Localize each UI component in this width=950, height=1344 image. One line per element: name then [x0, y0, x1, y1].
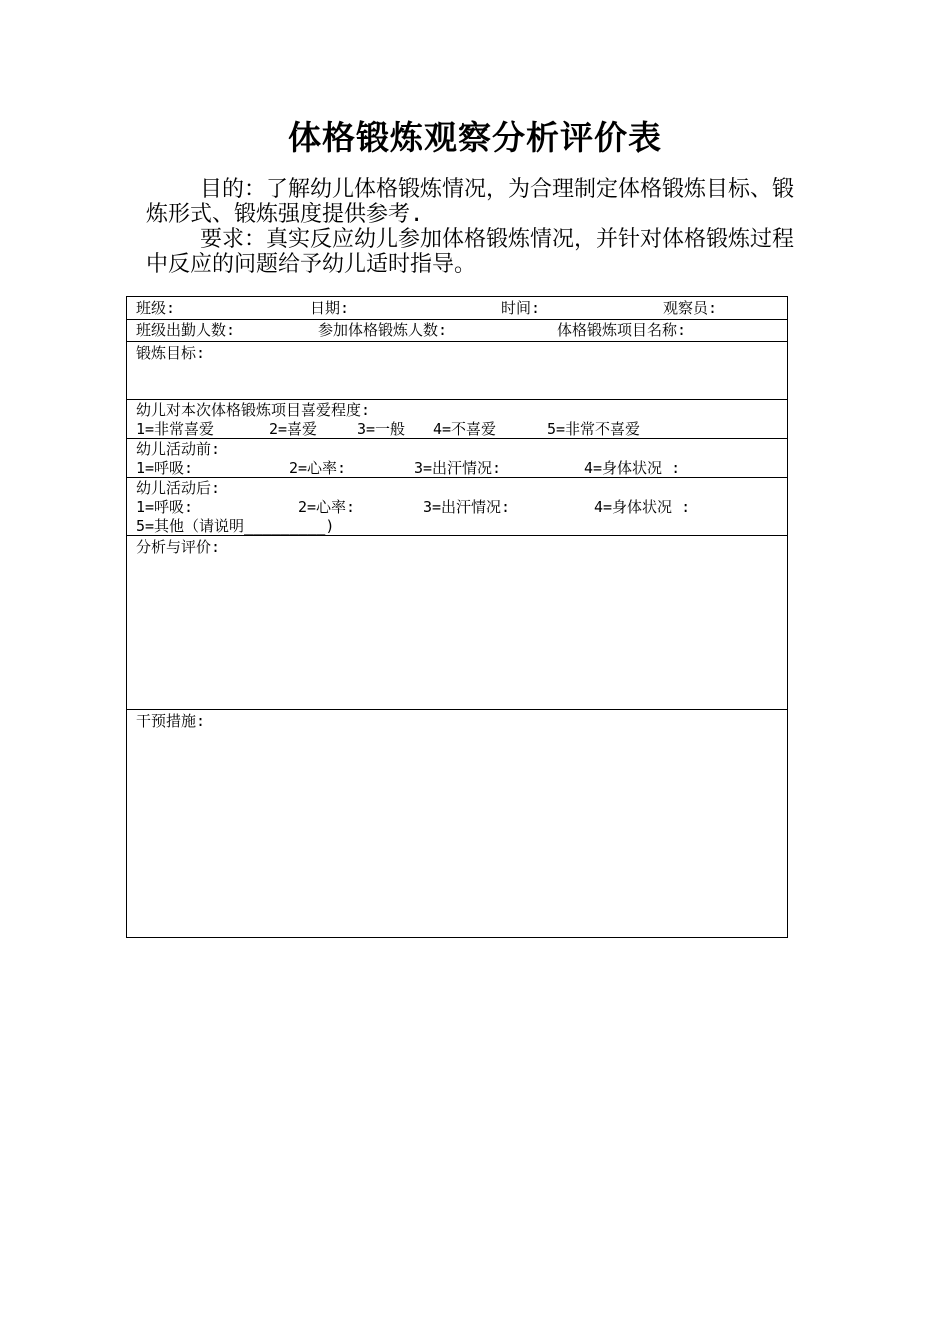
form-row-intervention[interactable]	[127, 710, 787, 937]
preference-option[interactable]: 5=非常不喜爱	[547, 420, 641, 438]
page-title: 体格锻炼观察分析评价表	[288, 118, 662, 157]
preference-label: 幼儿对本次体格锻炼项目喜爱程度:	[136, 401, 371, 419]
intro-section	[146, 177, 810, 277]
after-heartrate-field[interactable]: 2=心率:	[298, 498, 356, 516]
form-row-attendance	[127, 320, 787, 342]
time-field[interactable]: 时间:	[501, 299, 541, 317]
after-label: 幼儿活动后:	[136, 479, 221, 497]
analysis-label: 分析与评价:	[136, 538, 221, 556]
purpose-text: 目的：了解幼儿体格锻炼情况，为合理制定体格锻炼目标、锻炼形式、锻炼强度提供参考.	[146, 177, 795, 227]
intervention-label: 干预措施:	[136, 712, 206, 730]
form-row-goal[interactable]	[127, 342, 787, 400]
after-breath-field[interactable]: 1=呼吸:	[136, 498, 194, 516]
before-breath-field[interactable]: 1=呼吸:	[136, 459, 194, 477]
preference-option[interactable]: 1=非常喜爱	[136, 420, 215, 438]
form-row-basic-info	[127, 297, 787, 320]
goal-label: 锻炼目标:	[136, 344, 206, 362]
before-condition-field[interactable]: 4=身体状况 :	[584, 459, 681, 477]
requirement-text: 要求：真实反应幼儿参加体格锻炼情况，并针对体格锻炼过程中反应的问题给予幼儿适时指导。	[146, 227, 795, 277]
attendance-field[interactable]: 班级出勤人数:	[136, 321, 236, 339]
form-row-after-activity	[127, 478, 787, 536]
before-sweat-field[interactable]: 3=出汗情况:	[414, 459, 502, 477]
preference-option[interactable]: 4=不喜爱	[433, 420, 497, 438]
preference-option[interactable]: 3=一般	[357, 420, 406, 438]
class-field[interactable]: 班级:	[136, 299, 176, 317]
project-name-field[interactable]: 体格锻炼项目名称:	[557, 321, 687, 339]
form-row-preference	[127, 400, 787, 439]
after-other-field[interactable]: 5=其他（请说明_________)	[136, 517, 335, 535]
date-field[interactable]: 日期:	[310, 299, 350, 317]
before-heartrate-field[interactable]: 2=心率:	[289, 459, 347, 477]
after-condition-field[interactable]: 4=身体状况 :	[594, 498, 691, 516]
after-sweat-field[interactable]: 3=出汗情况:	[423, 498, 511, 516]
form-row-analysis[interactable]	[127, 536, 787, 710]
preference-option[interactable]: 2=喜爱	[269, 420, 318, 438]
before-label: 幼儿活动前:	[136, 440, 221, 458]
participants-field[interactable]: 参加体格锻炼人数:	[318, 321, 448, 339]
observer-field[interactable]: 观察员:	[663, 299, 718, 317]
observation-form	[126, 296, 788, 938]
form-row-before-activity	[127, 439, 787, 478]
